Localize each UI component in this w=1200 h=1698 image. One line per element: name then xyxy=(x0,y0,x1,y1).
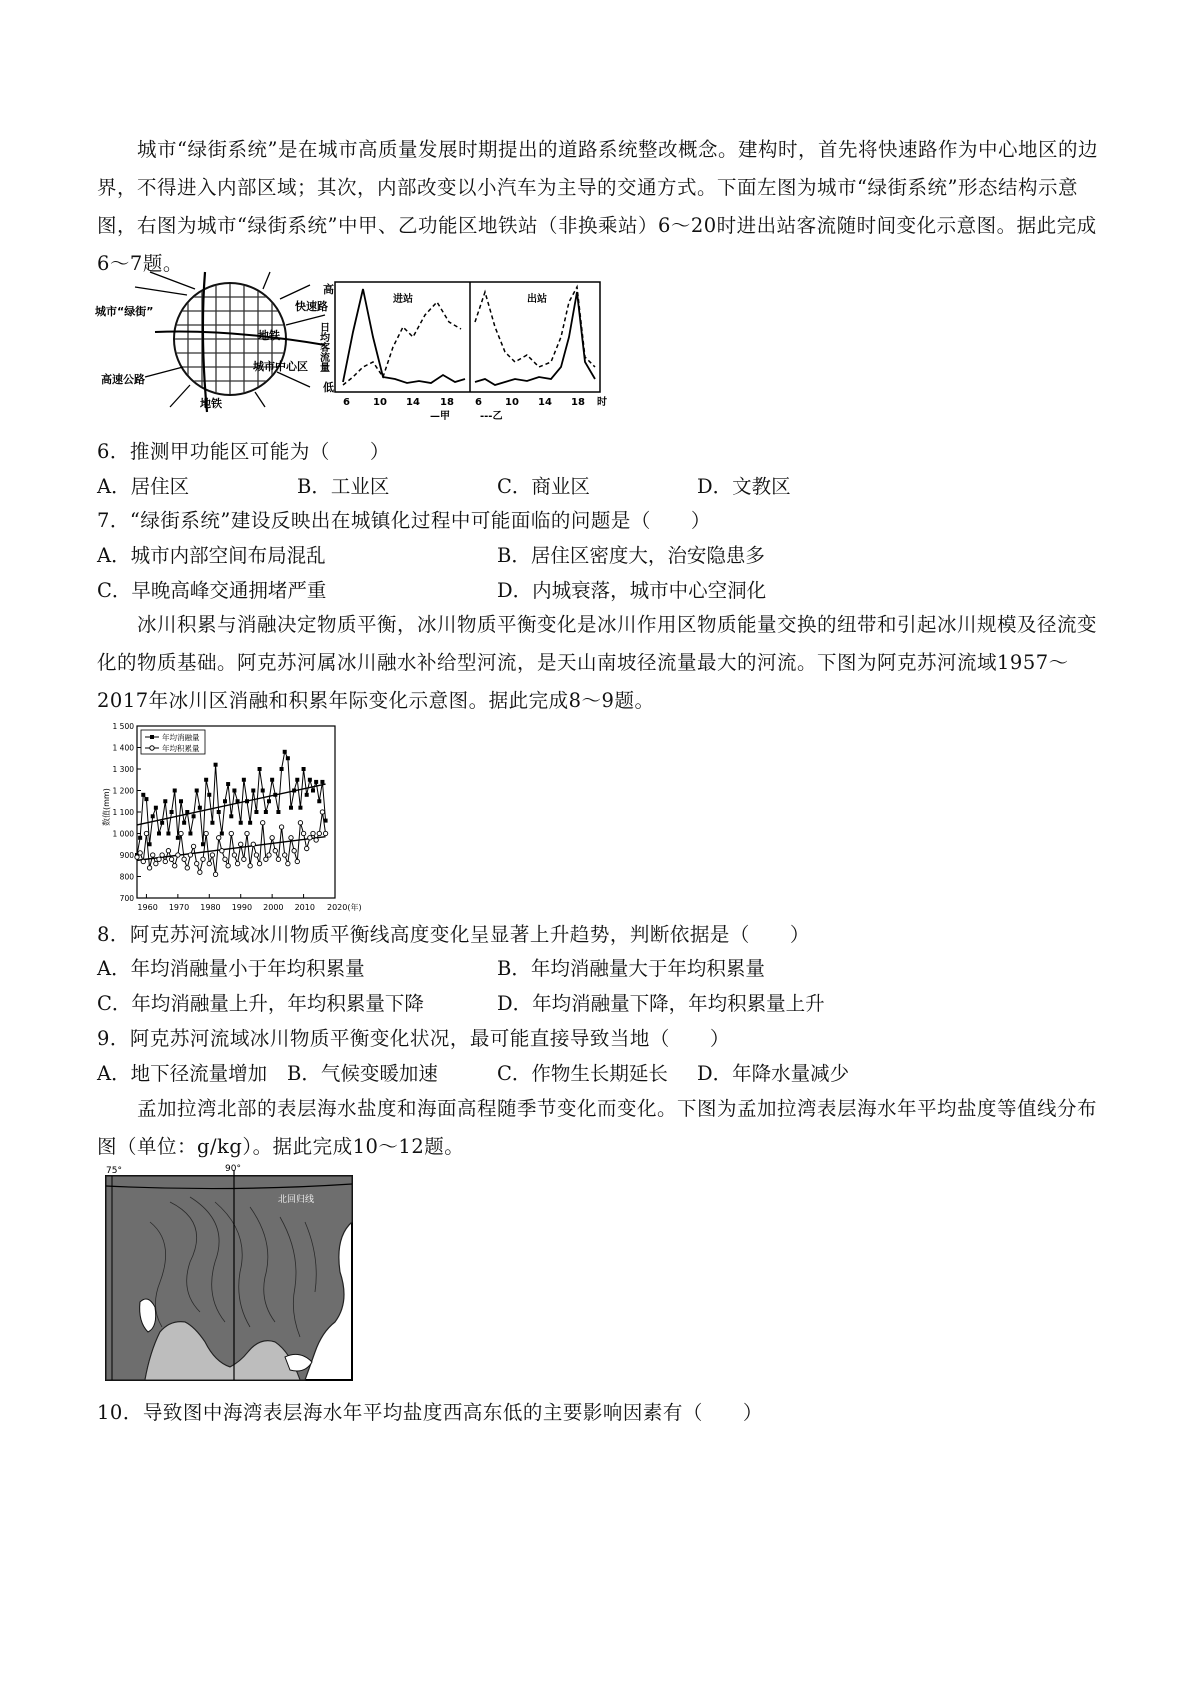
tick-out-18: 18 xyxy=(571,397,585,408)
accum-point xyxy=(298,821,302,825)
x-tick-label: 1980 xyxy=(200,903,221,912)
melt-point xyxy=(311,789,315,793)
accum-point xyxy=(217,836,221,840)
accum-point xyxy=(160,853,164,857)
accum-point xyxy=(151,853,155,857)
accum-point xyxy=(157,857,161,861)
q7-option-a[interactable]: A．城市内部空间布局混乱 xyxy=(97,544,326,567)
melt-point xyxy=(204,778,208,782)
green-street-schematic xyxy=(95,272,328,412)
panel-in-title: 进站 xyxy=(393,294,413,305)
accum-point xyxy=(254,853,258,857)
accum-point xyxy=(201,857,205,861)
y-axis-low: 低 xyxy=(323,381,334,394)
tick-in-14: 14 xyxy=(406,397,420,408)
accum-point xyxy=(242,857,246,861)
accum-point xyxy=(301,831,305,835)
figure-green-street xyxy=(95,267,615,427)
melt-point xyxy=(188,832,192,836)
question-9-stem: 9．阿克苏河流域冰川物质平衡变化状况，最可能直接导致当地（ ） xyxy=(97,1027,730,1050)
melt-point xyxy=(148,842,152,846)
melt-point xyxy=(154,806,158,810)
intro-paragraph-1: 城市“绿街系统”是在城市高质量发展时期提出的道路系统整改概念。建构时，首先将快速路作为中心地区的边界，不得进入内部区域；其次，内部改变以小汽车为主导的交通方式。下面左图为城市“绿街系统”形态结构示意图，右图为城市“绿街系统”中甲、乙功能区地铁站（非换乘站）6～20时进出站客流随时间变化示意图。据此完成6～7题。 xyxy=(97,138,1098,275)
tick-in-18: 18 xyxy=(440,397,454,408)
q7-option-d[interactable]: D．内城衰落，城市中心空洞化 xyxy=(497,579,767,602)
tick-out-10: 10 xyxy=(505,397,519,408)
melt-point xyxy=(226,782,230,786)
question-6-stem: 6．推测甲功能区可能为（ ） xyxy=(97,440,390,463)
y-tick-label: 1 200 xyxy=(112,786,134,796)
chart-series xyxy=(135,750,328,877)
melt-point xyxy=(251,789,255,793)
q8-option-b[interactable]: B．年均消融量大于年均积累量 xyxy=(497,957,765,980)
melt-point xyxy=(141,793,145,797)
melt-point xyxy=(151,814,155,818)
accum-point xyxy=(311,831,315,835)
melt-point xyxy=(138,836,142,840)
y-tick-label: 1 100 xyxy=(112,808,134,817)
x-tick-label: 2000 xyxy=(263,903,284,912)
series-melt-line xyxy=(137,752,326,855)
accum-point xyxy=(176,853,180,857)
melt-point xyxy=(317,799,321,803)
q9-option-c[interactable]: C．作物生长期延长 xyxy=(497,1062,668,1085)
accum-point xyxy=(220,849,224,853)
out-series-jia xyxy=(475,292,595,385)
melt-point xyxy=(273,793,277,797)
x-tick-label: 2010 xyxy=(294,903,315,912)
question-10-stem: 10．导致图中海湾表层海水年平均盐度西高东低的主要影响因素有（ ） xyxy=(97,1401,763,1424)
melt-point xyxy=(245,799,249,803)
accum-point xyxy=(223,857,227,861)
accum-point xyxy=(276,857,280,861)
q6-option-d[interactable]: D．文教区 xyxy=(697,475,791,498)
legend-melt-label: 年均消融量 xyxy=(162,733,200,742)
x-tick-label: 1990 xyxy=(231,903,253,912)
melt-point xyxy=(254,810,258,814)
accum-point xyxy=(179,831,183,835)
x-tick-label: 2020(年) xyxy=(327,903,362,912)
y-axis-label: 数值(mm) xyxy=(102,788,111,826)
melt-point xyxy=(173,789,177,793)
tick-in-10: 10 xyxy=(373,397,387,408)
q6-option-c[interactable]: C．商业区 xyxy=(497,475,590,498)
accum-point xyxy=(248,864,252,868)
accum-point xyxy=(169,857,173,861)
melt-point xyxy=(239,821,243,825)
melt-point xyxy=(286,756,290,760)
y-axis-high: 高 xyxy=(323,283,334,296)
chart-trends xyxy=(137,784,326,860)
series-accum-line xyxy=(137,812,326,874)
accum-point xyxy=(264,857,268,861)
label-green-street: 城市“绿街” xyxy=(95,305,154,318)
accum-point xyxy=(232,853,236,857)
y-tick-label: 800 xyxy=(119,872,134,882)
accum-point xyxy=(245,831,249,835)
accum-point xyxy=(305,846,309,850)
label-tropic: 北回归线 xyxy=(278,1195,315,1205)
accum-point xyxy=(182,857,186,861)
accum-point xyxy=(308,836,312,840)
accum-point xyxy=(320,810,324,814)
tick-out-14: 14 xyxy=(538,397,552,408)
y-tick-label: 1 000 xyxy=(112,829,134,839)
melt-point xyxy=(295,778,299,782)
accum-point xyxy=(283,853,287,857)
accum-point xyxy=(147,866,151,870)
melt-point xyxy=(270,778,274,782)
legend-accum-label: 年均积累量 xyxy=(162,744,200,753)
q6-option-a[interactable]: A．居住区 xyxy=(97,475,190,498)
question-8-stem: 8．阿克苏河流域冰川物质平衡线高度变化呈显著上升趋势，判断依据是（ ） xyxy=(97,923,810,946)
accum-point xyxy=(210,853,214,857)
melt-point xyxy=(223,799,227,803)
q6-option-b[interactable]: B．工业区 xyxy=(297,475,390,498)
x-tick-label: 1960 xyxy=(137,903,158,912)
melt-point xyxy=(258,767,262,771)
melt-point xyxy=(195,789,199,793)
melt-point xyxy=(302,767,306,771)
accum-point xyxy=(235,861,239,865)
q9-option-a[interactable]: A．地下径流量增加 xyxy=(97,1062,268,1085)
y-tick-label: 1 400 xyxy=(112,743,134,753)
legend-accum-marker xyxy=(150,746,154,750)
melt-point xyxy=(280,767,284,771)
x-unit: 时 xyxy=(597,397,607,408)
accum-point xyxy=(251,842,255,846)
accum-point xyxy=(229,831,233,835)
x-tick-label: 1970 xyxy=(168,903,190,912)
tick-in-6: 6 xyxy=(343,397,350,408)
accum-point xyxy=(141,859,145,863)
accum-point xyxy=(323,831,327,835)
melt-point xyxy=(176,836,180,840)
accum-point xyxy=(163,859,167,863)
accum-point xyxy=(166,849,170,853)
panel-out-title: 出站 xyxy=(527,294,547,305)
melt-point xyxy=(210,821,214,825)
accum-point xyxy=(204,831,208,835)
accum-point xyxy=(185,866,189,870)
melt-point xyxy=(261,789,265,793)
melt-point xyxy=(236,799,240,803)
melt-point xyxy=(157,832,161,836)
melt-point xyxy=(305,793,309,797)
melt-point xyxy=(163,799,167,803)
legend-melt-marker xyxy=(150,735,154,739)
accum-point xyxy=(286,861,290,865)
y-tick-label: 700 xyxy=(119,894,134,903)
y-tick-label: 900 xyxy=(119,851,134,860)
passenger-flow-chart xyxy=(318,282,608,422)
melt-point xyxy=(220,832,224,836)
y-tick-label: 1 500 xyxy=(112,722,134,731)
accum-point xyxy=(213,872,217,876)
accum-point xyxy=(289,836,293,840)
q7-option-c[interactable]: C．早晚高峰交通拥堵严重 xyxy=(97,579,327,602)
accum-point xyxy=(135,855,139,859)
accum-point xyxy=(273,849,277,853)
legend-jia: —甲 xyxy=(430,411,450,422)
intro-paragraph-2: 冰川积累与消融决定物质平衡，冰川物质平衡变化是冰川作用区物质能量交换的纽带和引起冰川规模及径流变化的物质基础。阿克苏河属冰川融水补给型河流，是天山南坡径流量最大的河流。下图为阿克苏河流域1957～2017年冰川区消融和积累年际变化示意图。据此完成8～9题。 xyxy=(97,613,1098,712)
melt-point xyxy=(160,821,164,825)
accum-point xyxy=(261,821,265,825)
melt-point xyxy=(217,810,221,814)
accum-point xyxy=(188,853,192,857)
q7-option-b[interactable]: B．居住区密度大，治安隐患多 xyxy=(497,544,765,567)
melt-point xyxy=(182,821,186,825)
melt-point xyxy=(248,821,252,825)
melt-point xyxy=(308,778,312,782)
q9-option-d[interactable]: D．年降水量减少 xyxy=(697,1062,850,1085)
in-series-yi xyxy=(343,302,461,385)
label-lon-90: 90° xyxy=(225,1164,241,1174)
melt-point xyxy=(232,789,236,793)
glacier-balance-chart xyxy=(95,718,385,918)
accum-point xyxy=(314,838,318,842)
accum-point xyxy=(270,836,274,840)
label-subway-1: 地铁 xyxy=(258,329,280,342)
accum-point xyxy=(138,851,142,855)
melt-point xyxy=(229,814,233,818)
melt-point xyxy=(264,810,268,814)
intro-paragraph-3: 孟加拉湾北部的表层海水盐度和海面高程随季节变化而变化。下图为孟加拉湾表层海水年平均盐度等值线分布图（单位：g/kg）。据此完成10～12题。 xyxy=(97,1097,1098,1158)
accum-point xyxy=(267,853,271,857)
melt-point xyxy=(166,832,170,836)
accum-point xyxy=(317,831,321,835)
accum-point xyxy=(198,870,202,874)
q9-option-b[interactable]: B．气候变暖加速 xyxy=(287,1062,438,1085)
melt-point xyxy=(185,810,189,814)
tick-out-6: 6 xyxy=(475,397,482,408)
label-expressway: 快速路 xyxy=(295,300,328,313)
melt-point xyxy=(144,797,148,801)
q8-option-d[interactable]: D．年均消融量下降，年均积累量上升 xyxy=(497,992,825,1015)
label-subway-2: 地铁 xyxy=(200,397,222,410)
label-city-center: 城市中心区 xyxy=(253,360,308,373)
melt-point xyxy=(179,799,183,803)
accum-point xyxy=(144,831,148,835)
q8-option-a[interactable]: A．年均消融量小于年均积累量 xyxy=(97,957,365,980)
accum-point xyxy=(207,861,211,865)
chart-legend xyxy=(141,730,205,754)
q8-option-c[interactable]: C．年均消融量上升，年均积累量下降 xyxy=(97,992,424,1015)
land-area xyxy=(106,1176,352,1380)
melt-point xyxy=(214,763,218,767)
melt-point xyxy=(314,780,318,784)
melt-point xyxy=(192,814,196,818)
melt-point xyxy=(289,806,293,810)
accum-point xyxy=(279,825,283,829)
accum-point xyxy=(239,842,243,846)
accum-point xyxy=(226,864,230,868)
accum-point xyxy=(154,861,158,865)
melt-point xyxy=(292,789,296,793)
legend-yi: ---乙 xyxy=(480,411,503,422)
melt-point xyxy=(198,806,202,810)
accum-point xyxy=(173,864,177,868)
melt-point xyxy=(320,780,324,784)
label-lon-75: 75° xyxy=(106,1166,122,1176)
question-7-stem: 7．“绿街系统”建设反映出在城镇化过程中可能面临的问题是（ ） xyxy=(97,509,711,532)
accum-point xyxy=(195,861,199,865)
accum-point xyxy=(257,861,261,865)
melt-point xyxy=(207,793,211,797)
label-highway: 高速公路 xyxy=(101,373,145,386)
accum-point xyxy=(292,849,296,853)
melt-point xyxy=(170,810,174,814)
melt-point xyxy=(298,806,302,810)
y-tick-label: 1 300 xyxy=(112,765,134,774)
bay-of-bengal-map xyxy=(100,1162,360,1384)
accum-point xyxy=(191,844,195,848)
melt-point xyxy=(242,778,246,782)
melt-point xyxy=(267,799,271,803)
y-axis-title: 日均客流量 xyxy=(317,322,329,372)
melt-point xyxy=(276,810,280,814)
melt-point xyxy=(283,750,287,754)
accum-point xyxy=(295,859,299,863)
